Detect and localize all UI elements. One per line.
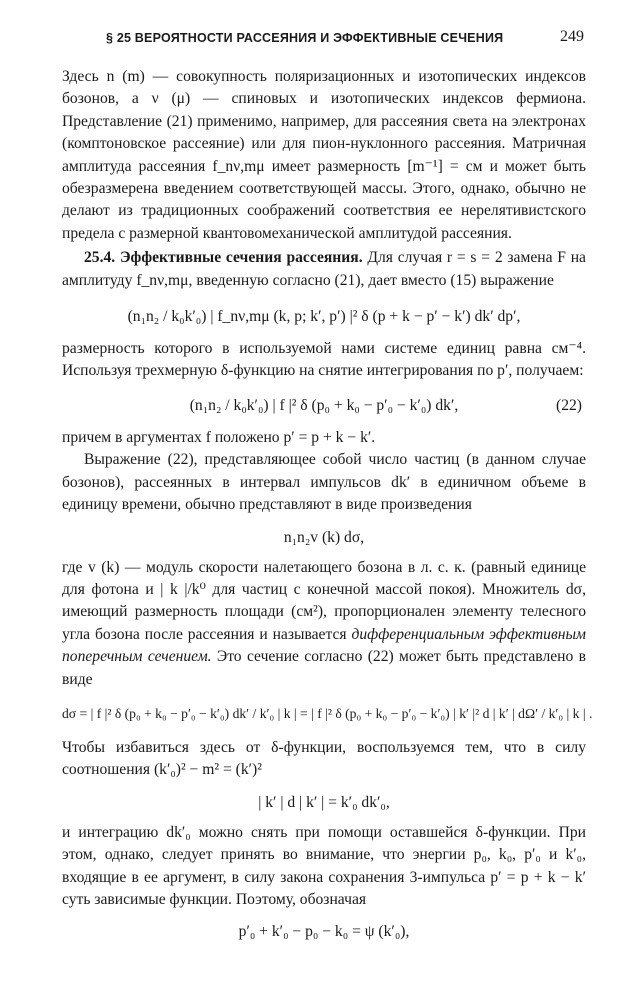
running-head: § 25 ВЕРОЯТНОСТИ РАССЕЯНИЯ И ЭФФЕКТИВНЫЕ СЕЧЕНИЯ — [106, 31, 504, 45]
section-title: 25.4. Эффективные сечения рассеяния. — [84, 249, 363, 267]
equation-amplitude: (n₁n₂ / k₀k′₀) | f_nν,mμ (k, p; k′, p′) |² δ (p + k − p′ − k′) dk′ dp′, — [127, 308, 521, 326]
paragraph-7: и интеграцию dk′₀ можно снять при помощи оставшейся δ-функции. При этом, однако, следует принять во внимание, что энергии p₀, k₀, p′₀ и k′₀, входящие в ее аргумент, в силу закона сохранения 3-импульса p′ = p + k − k′ суть зависимые функции. Поэтому, обозначая — [62, 823, 586, 908]
section-paragraph — [62, 247, 586, 292]
equation-22-number: (22) — [556, 396, 582, 414]
equation-momentum: | k′ | d | k′ | = k′₀ dk′₀, — [258, 793, 390, 811]
paragraph-3: причем в аргументах f положено p′ = p + k − k′. — [62, 428, 376, 446]
equation-22-expr: (n₁n₂ / k₀k′₀) | f |² δ (p₀ + k₀ − p′₀ − k′₀) dk′, — [189, 396, 459, 414]
paragraph-1: Здесь n (m) — совокупность поляризационных и изотопических индексов бозонов, а ν (μ) — спиновых и изотопических индексов фермиона. Представление (21) применимо, например, для рассеяния света на электронах (комптоновское рассеяние) или для пион-нуклонного рассеяния. Матричная амплитуда рассеяния f_nν,mμ имеет размерность [m⁻¹] = см и может быть обезразмерена введением соответствующей массы. Этого, однако, обычно не делают из традиционных соображений соответствия ее нерелятивистского предела с размерной квантовомеханической амплитудой рассеяния. — [62, 68, 586, 242]
section-text: Для случая r = s = 2 замена F на амплитуду f_nν,mμ, введенную согласно (21), дает вместо (15) выражение — [62, 249, 586, 289]
paragraph-5: где v (k) — модуль скорости налетающего бозона в л. с. к. (равный единице для фотона и | k |/k⁰ для частиц с конечной массой покоя). Множитель dσ, имеющий размерность площади (см²), пропорционален элементу телесного угла бозона после рассеяния и называется дифференциальным эффективным поперечным сечением. Это сечение согласно (22) может быть представлено в виде — [62, 558, 586, 688]
equation-22 — [62, 395, 586, 417]
paragraph-2: размерность которого в используемой нами системе единиц равна см⁻⁴. Используя трехмерную δ-функцию на снятие интегрирования по p′, получаем: — [62, 340, 586, 380]
paragraph-4: Выражение (22), представляющее собой число частиц (в данном случае бозонов), рассеянных в интервал импульсов dk′ в единичном объеме в единицу времени, обычно представляют в виде произведения — [62, 451, 586, 514]
page-header — [60, 28, 590, 50]
page-number: 249 — [560, 28, 584, 45]
equation-psi: p′₀ + k′₀ − p₀ − k₀ = ψ (k′₀), — [238, 923, 410, 941]
paragraph-6: Чтобы избавиться здесь от δ-функции, воспользуемся тем, что в силу соотношения (k′₀)² − m² = (k′)² — [62, 738, 586, 779]
term-cross-section: дифференциальным эффективным поперечным сечением. — [62, 625, 586, 666]
page-body — [62, 66, 593, 943]
equation-rate: n₁n₂v (k) dσ, — [283, 528, 365, 546]
equation-cross-section: dσ = | f |² δ (p₀ + k₀ − p′₀ − k′₀) dk′ / k′₀ | k | = | f |² δ (p₀ + k₀ − p′₀ − k′₀) | k′ |² d | k′ | dΩ′ / k′₀ | k | . — [62, 705, 593, 721]
